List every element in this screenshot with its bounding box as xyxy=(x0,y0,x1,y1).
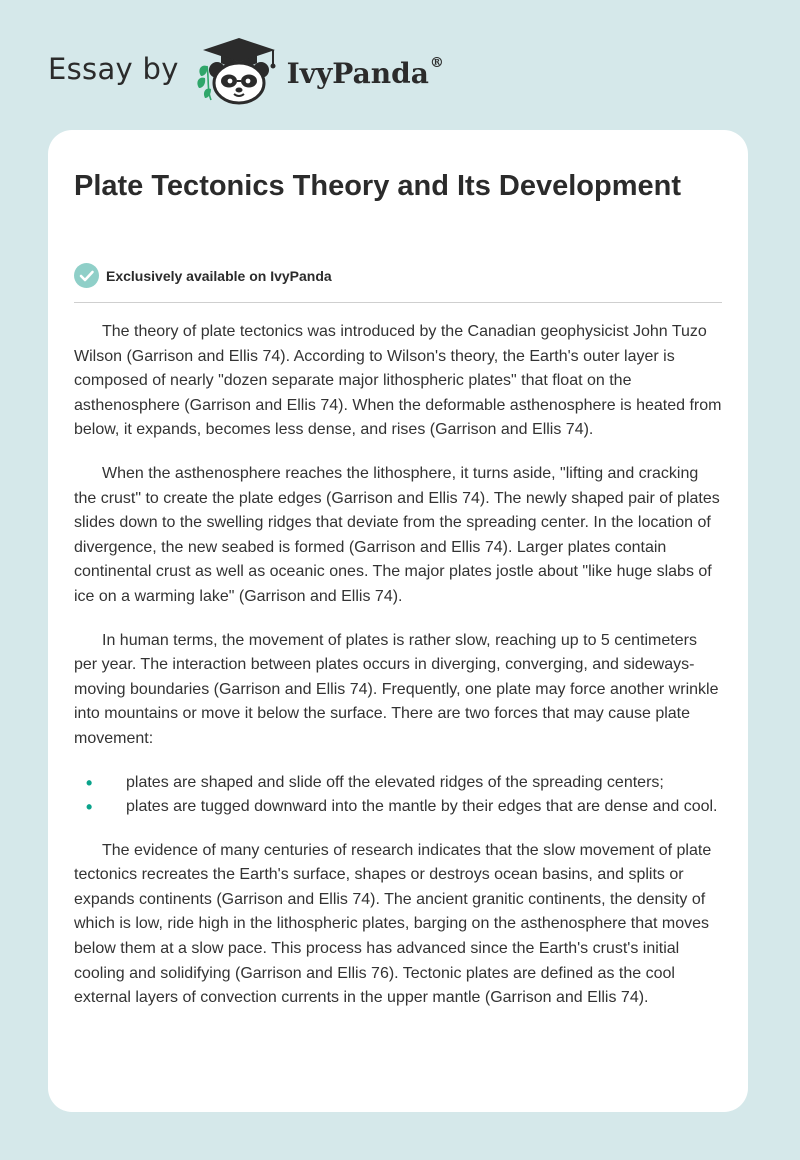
paragraph: The evidence of many centuries of research indicates that the slow movement of plate tectonics recreates the Earth's surface, shapes or destroys ocean basins, and splits or expands continents (Garrison and Ellis 74). The ancient granitic continents, the density of which is low, ride high in the lithospheric plates, barging on the asthenosphere that moves below them at a slow pace. This process has advanced since the Earth's crust's initial cooling and solidifying (Garrison and Ellis 76). Tectonic plates are defined as the cool external layers of convection currents in the upper mantle (Garrison and Ellis 74). xyxy=(74,841,712,1007)
exclusive-badge xyxy=(74,263,332,288)
essay-by-label: Essay by xyxy=(48,52,179,86)
list-item xyxy=(74,795,722,820)
check-circle-icon xyxy=(74,263,99,288)
panda-graduate-icon xyxy=(195,36,279,106)
list-item xyxy=(74,771,722,796)
bullet-icon: • xyxy=(86,772,93,793)
list-item-text: plates are tugged downward into the mantle by their edges that are dense and cool. xyxy=(126,798,718,816)
divider xyxy=(74,302,722,303)
list-item-text: plates are shaped and slide off the elevated ridges of the spreading centers; xyxy=(126,773,664,791)
bullet-list xyxy=(74,771,722,820)
paragraph: In human terms, the movement of plates is rather slow, reaching up to 5 centimeters per year. The interaction between plates occurs in diverging, converging, and sideways-moving boundaries (Garrison and Ellis 74). Frequently, one plate may force another wrinkle into mountains or move it below the surface. There are two forces that may cause plate movement: xyxy=(74,631,719,747)
ivypanda-logo[interactable] xyxy=(195,36,444,106)
paragraph: The theory of plate tectonics was introduced by the Canadian geophysicist John Tuzo Wilson (Garrison and Ellis 74). According to Wilson's theory, the Earth's outer layer is composed of nearly "dozen separate major lithospheric plates" that float on the asthenosphere (Garrison and Ellis 74). When the deformable asthenosphere is heated from below, it expands, becomes less dense, and rises (Garrison and Ellis 74). xyxy=(74,323,722,439)
essay-body xyxy=(74,320,722,1030)
essay-title: Plate Tectonics Theory and Its Development xyxy=(74,170,682,202)
site-header xyxy=(48,36,444,106)
paragraph: When the asthenosphere reaches the lithosphere, it turns aside, "lifting and cracking the crust" to create the plate edges (Garrison and Ellis 74). The newly shaped pair of plates slides down to the swelling ridges that deviate from the spreading center. In the location of divergence, the new seabed is formed (Garrison and Ellis 74). Larger plates contain continental crust as well as oceanic ones. The major plates jostle about "like huge slabs of ice on a warming lake" (Garrison and Ellis 74). xyxy=(74,464,720,605)
essay-card xyxy=(48,130,748,1112)
brand-name: IvyPanda® xyxy=(286,54,444,90)
bullet-icon: • xyxy=(86,797,93,818)
exclusive-label: Exclusively available on IvyPanda xyxy=(106,267,332,284)
